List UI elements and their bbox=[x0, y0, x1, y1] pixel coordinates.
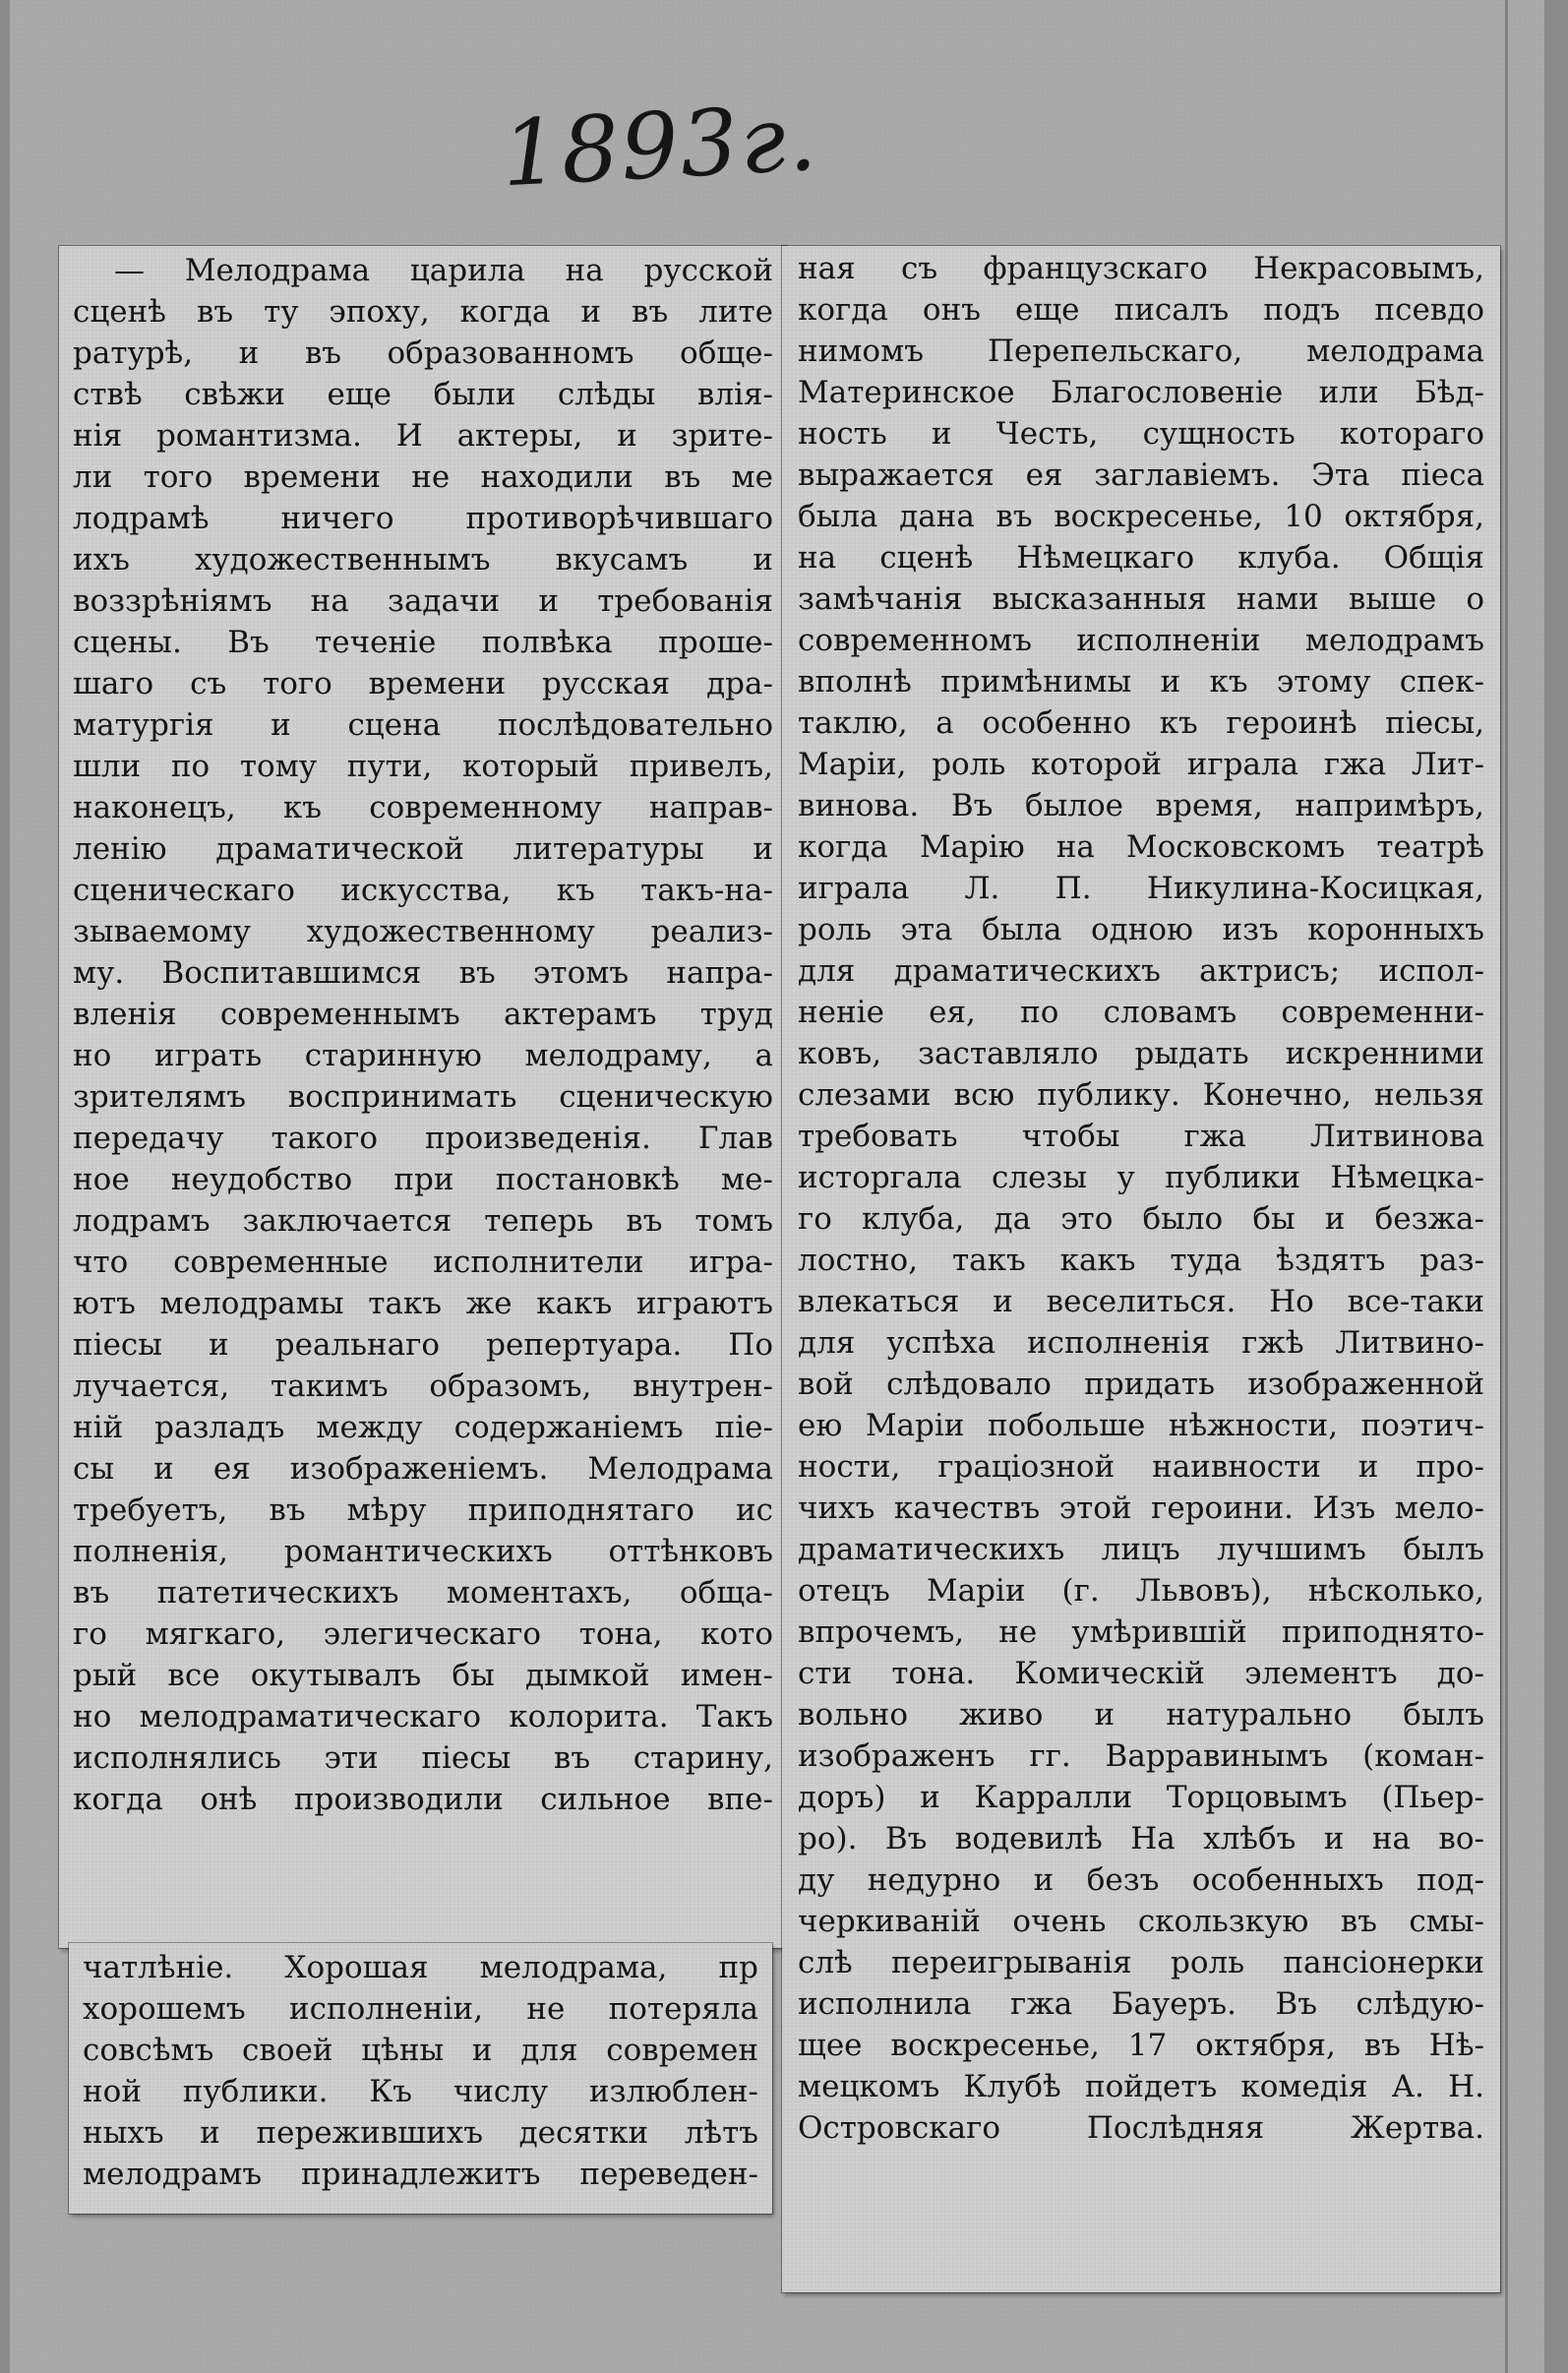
text-line: что современные исполнители игра- bbox=[73, 1245, 773, 1280]
text-line: зываемому художественному реализ- bbox=[73, 914, 773, 949]
text-line: доръ) и Карралли Торцовымъ (Пьер- bbox=[798, 1780, 1484, 1815]
text-line: ности, граціозной наивности и про- bbox=[798, 1449, 1484, 1485]
text-line: сы и ея изображеніемъ. Мелодрама bbox=[73, 1451, 773, 1487]
text-line: когда онѣ производили сильное впе- bbox=[73, 1782, 773, 1817]
handwritten-date: 1893г. bbox=[499, 85, 821, 208]
text-line: вольно живо и натурально былъ bbox=[798, 1697, 1484, 1733]
text-line: рый все окутывалъ бы дымкой имен- bbox=[73, 1658, 773, 1693]
text-line: ность и Честь, сущность котораго bbox=[798, 416, 1484, 452]
text-line: ной публики. Къ числу излюблен- bbox=[83, 2074, 758, 2109]
text-line: піесы и реальнаго репертуара. По bbox=[73, 1327, 773, 1363]
text-line: когда Марію на Московскомъ театрѣ bbox=[798, 829, 1484, 865]
text-line: шаго съ того времени русская дра- bbox=[73, 666, 773, 701]
text-line: неніе ея, по словамъ современни- bbox=[798, 995, 1484, 1030]
text-line: шли по тому пути, который привелъ, bbox=[73, 749, 773, 784]
text-line: ствѣ свѣжи еще были слѣды влія- bbox=[73, 377, 773, 412]
text-line: исполнялись эти піесы въ старину, bbox=[73, 1740, 773, 1776]
text-line: была дана въ воскресенье, 10 октября, bbox=[798, 499, 1484, 534]
text-line: ленію драматической литературы и bbox=[73, 831, 773, 867]
text-line: слезами всю публику. Конечно, нельзя bbox=[798, 1077, 1484, 1113]
text-line: нимомъ Перепельскаго, мелодрама bbox=[798, 334, 1484, 369]
text-line: зрителямъ воспринимать сценическую bbox=[73, 1079, 773, 1115]
text-line: ратурѣ, и въ образованномъ обще- bbox=[73, 335, 773, 371]
text-line: но мелодраматическаго колорита. Такъ bbox=[73, 1699, 773, 1734]
text-line: нія романтизма. И актеры, и зрите- bbox=[73, 418, 773, 454]
text-line: щее воскресенье, 17 октября, въ Нѣ- bbox=[798, 2028, 1484, 2063]
text-line: винова. Въ былое время, напримѣръ, bbox=[798, 788, 1484, 823]
text-line: исторгала слезы у публики Нѣмецка- bbox=[798, 1160, 1484, 1195]
text-line: мелодрамъ принадлежитъ переведен- bbox=[83, 2157, 758, 2192]
clipping-left-bottom bbox=[69, 1943, 772, 2214]
text-line: ковъ, заставляло рыдать искренними bbox=[798, 1036, 1484, 1071]
clipping-left-top-text bbox=[73, 246, 773, 1820]
text-line: совсѣмъ своей цѣны и для современ bbox=[83, 2033, 758, 2068]
text-line: отецъ Маріи (г. Львовъ), нѣсколько, bbox=[798, 1573, 1484, 1609]
text-line: наконецъ, къ современному направ- bbox=[73, 790, 773, 825]
text-line: драматическихъ лицъ лучшимъ былъ bbox=[798, 1532, 1484, 1567]
text-line: замѣчанія высказанныя нами выше о bbox=[798, 581, 1484, 617]
text-line: роль эта была одною изъ коронныхъ bbox=[798, 912, 1484, 947]
text-line: лучается, такимъ образомъ, внутрен- bbox=[73, 1369, 773, 1404]
text-line: слѣ переигрыванія роль пансіонерки bbox=[798, 1945, 1484, 1980]
text-line: въ патетическихъ моментахъ, обща- bbox=[73, 1575, 773, 1611]
text-line: мецкомъ Клубѣ пойдетъ комедія А. Н. bbox=[798, 2069, 1484, 2104]
text-line: го мягкаго, элегическаго тона, кото bbox=[73, 1616, 773, 1652]
text-line: но играть старинную мелодраму, а bbox=[73, 1038, 773, 1073]
text-line: современномъ исполненіи мелодрамъ bbox=[798, 623, 1484, 658]
text-line: ли того времени не находили въ ме bbox=[73, 459, 773, 495]
text-line: чатлѣніе. Хорошая мелодрама, пр bbox=[83, 1950, 758, 1985]
text-line: воззрѣніямъ на задачи и требованія bbox=[73, 583, 773, 619]
text-line: ное неудобство при постановкѣ ме- bbox=[73, 1162, 773, 1197]
text-line: для успѣха исполненія гжѣ Литвино- bbox=[798, 1325, 1484, 1361]
text-line: го клуба, да это было бы и безжа- bbox=[798, 1201, 1484, 1237]
clipping-left-bottom-text bbox=[83, 1943, 758, 2195]
text-line: изображенъ гг. Варравинымъ (коман- bbox=[798, 1738, 1484, 1774]
text-line: черкиваній очень скользкую въ смы- bbox=[798, 1904, 1484, 1939]
text-line: лостно, такъ какъ туда ѣздятъ раз- bbox=[798, 1243, 1484, 1278]
text-line: чихъ качествъ этой героини. Изъ мело- bbox=[798, 1491, 1484, 1526]
clipping-left-top bbox=[59, 246, 787, 1948]
clipping-right-text bbox=[798, 246, 1484, 2149]
text-line: таклю, а особенно къ героинѣ піесы, bbox=[798, 705, 1484, 741]
text-line: исполнила гжа Бауеръ. Въ слѣдую- bbox=[798, 1986, 1484, 2022]
text-line: передачу такого произведенія. Глав bbox=[73, 1121, 773, 1156]
text-line: ихъ художественнымъ вкусамъ и bbox=[73, 542, 773, 578]
text-line: сценическаго искусства, къ такъ-на- bbox=[73, 873, 773, 908]
text-line: лодрамѣ ничего противорѣчившаго bbox=[73, 501, 773, 536]
text-line: Островскаго Послѣдняя Жертва. bbox=[798, 2110, 1484, 2146]
text-line: сцены. Въ теченіе полвѣка проше- bbox=[73, 625, 773, 660]
text-line: для драматическихъ актрисъ; испол- bbox=[798, 953, 1484, 989]
text-line: ею Маріи побольше нѣжности, поэтич- bbox=[798, 1408, 1484, 1443]
page-edge-line bbox=[1505, 0, 1508, 2373]
text-line: требуетъ, въ мѣру приподнятаго ис bbox=[73, 1492, 773, 1528]
text-line: вленія современнымъ актерамъ труд bbox=[73, 997, 773, 1032]
text-line: вой слѣдовало придать изображенной bbox=[798, 1367, 1484, 1402]
text-line: ду недурно и безъ особенныхъ под- bbox=[798, 1862, 1484, 1898]
text-line: лодрамъ заключается теперь въ томъ bbox=[73, 1203, 773, 1239]
text-line: играла Л. П. Никулина-Косицкая, bbox=[798, 871, 1484, 906]
text-line: вполнѣ примѣнимы и къ этому спек- bbox=[798, 664, 1484, 700]
text-line: влекаться и веселиться. Но все-таки bbox=[798, 1284, 1484, 1319]
text-line: ная съ французскаго Некрасовымъ, bbox=[798, 251, 1484, 286]
clipping-right bbox=[782, 246, 1500, 2292]
text-line: Маріи, роль которой играла гжа Лит- bbox=[798, 747, 1484, 782]
text-line: сценѣ въ ту эпоху, когда и въ лите bbox=[73, 294, 773, 330]
text-line: ныхъ и пережившихъ десятки лѣтъ bbox=[83, 2115, 758, 2151]
text-line: хорошемъ исполненіи, не потеряла bbox=[83, 1991, 758, 2027]
text-line: требовать чтобы гжа Литвинова bbox=[798, 1119, 1484, 1154]
text-line: Материнское Благословеніе или Бѣд- bbox=[798, 375, 1484, 410]
archive-sheet bbox=[10, 0, 1544, 2373]
text-line: — Мелодрама царила на русской bbox=[114, 253, 773, 288]
text-line: полненія, романтическихъ оттѣнковъ bbox=[73, 1534, 773, 1569]
text-line: ютъ мелодрамы такъ же какъ играютъ bbox=[73, 1286, 773, 1321]
text-line: выражается ея заглавіемъ. Эта піеса bbox=[798, 457, 1484, 493]
text-line: впрочемъ, не умѣрившій приподнято- bbox=[798, 1614, 1484, 1650]
text-line: му. Воспитавшимся въ этомъ напра- bbox=[73, 955, 773, 991]
text-line: сти тона. Комическій элементъ до- bbox=[798, 1656, 1484, 1691]
text-line: ній разладъ между содержаніемъ піе- bbox=[73, 1410, 773, 1445]
text-line: на сценѣ Нѣмецкаго клуба. Общія bbox=[798, 540, 1484, 576]
text-line: когда онъ еще писалъ подъ псевдо bbox=[798, 292, 1484, 328]
text-line: ро). Въ водевилѣ На хлѣбъ и на во- bbox=[798, 1821, 1484, 1856]
text-line: матургія и сцена послѣдовательно bbox=[73, 707, 773, 743]
